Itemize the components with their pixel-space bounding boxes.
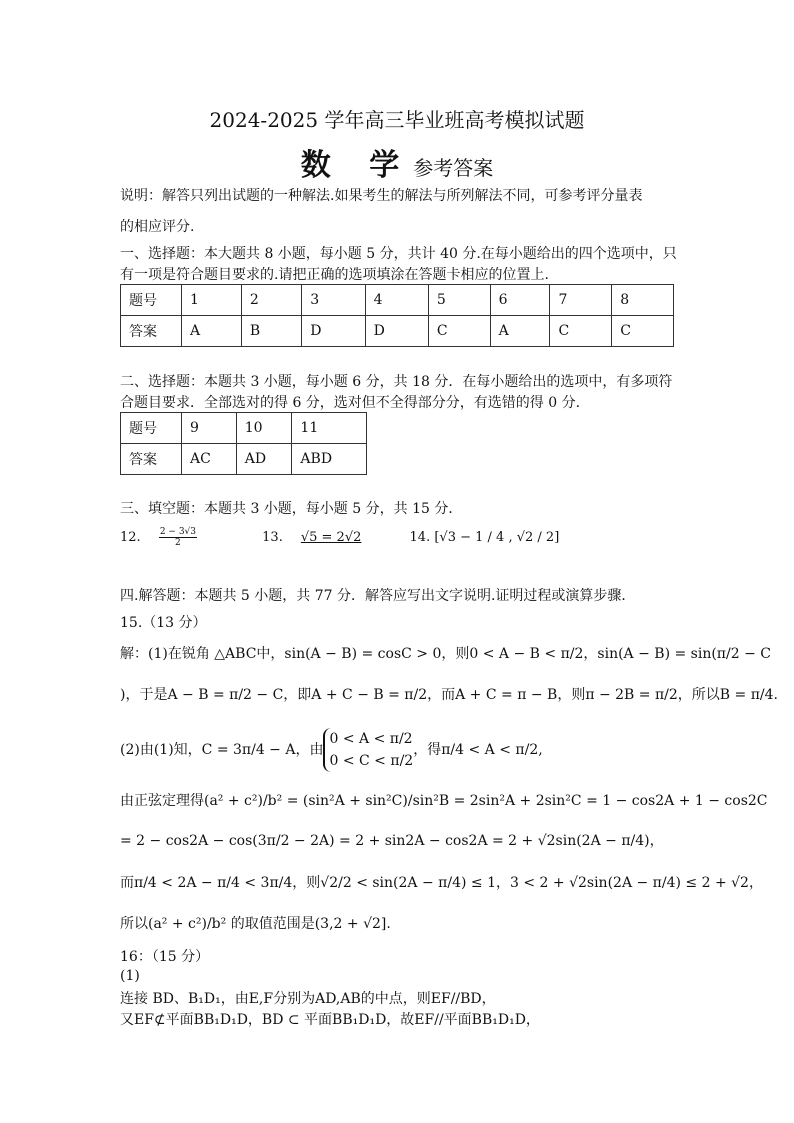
q13-answer: √5 = 2√2	[300, 530, 362, 545]
table-row	[121, 285, 674, 316]
section3-line-1: 三、填空题：本题共 3 小题，每小题 5 分，共 15 分．	[120, 501, 463, 517]
q15-line-1: 解：(1)在锐角 △ABC中，sin(A − B) = cosC > 0，则0 < A − B < π/2，sin(A − B) = sin(π/2 − C	[120, 646, 771, 662]
table-cell: 7	[550, 285, 612, 316]
table-cell: AC	[182, 444, 237, 475]
page-subtitle	[0, 140, 794, 184]
q15-line-3-start: (2)由(1)知，C = 3π/4 − A，由	[120, 742, 324, 758]
note-line-1: 说明：解答只列出试题的一种解法.如果考生的解法与所列解法不同，可参考评分量表	[120, 188, 643, 204]
table-row	[121, 316, 674, 347]
table-cell: 8	[612, 285, 674, 316]
section2-line-1: 二、选择题：本题共 3 小题，每小题 6 分，共 18 分．在每小题给出的选项中，有多项符	[120, 374, 673, 390]
table-cell: 1	[182, 285, 242, 316]
q15-line-5: = 2 − cos2A − cos(3π/2 − 2A) = 2 + sin2A − cos2A = 2 + √2sin(2A − π/4)，	[120, 833, 664, 849]
q16-heading: 16：（15 分）	[120, 949, 210, 965]
table-cell: 2	[241, 285, 301, 316]
table-header-cell: 答案	[121, 316, 182, 347]
table-cell: C	[428, 316, 490, 347]
table-row	[121, 413, 367, 444]
table-cell: 6	[490, 285, 550, 316]
table-cell: ABD	[292, 444, 367, 475]
table-header-cell: 题号	[121, 413, 182, 444]
q16-line-3: 又EF⊄平面BB₁D₁D，BD ⊂ 平面BB₁D₁D，故EF//平面BB₁D₁D，	[120, 1012, 540, 1028]
table-cell: B	[241, 316, 301, 347]
q16-line-2: 连接 BD、B₁D₁，由E,F分别为AD,AB的中点，则EF//BD，	[120, 991, 496, 1007]
q15-heading: 15.（13 分）	[120, 615, 207, 631]
table-cell: D	[365, 316, 428, 347]
section1-line-1: 一、选择题：本大题共 8 小题，每小题 5 分，共计 40 分.在每小题给出的四个选项中，只	[120, 246, 677, 262]
q15-line-4: 由正弦定理得(a² + c²)/b² = (sin²A + sin²C)/sin²B = 2sin²A + 2sin²C = 1 − cos2A + 1 − cos2C	[120, 793, 768, 809]
table-cell: 3	[302, 285, 365, 316]
q15-line-7: 所以(a² + c²)/b² 的取值范围是(3,2 + √2].	[120, 916, 391, 932]
section1-answer-table	[120, 284, 674, 347]
q13-label: 13.	[262, 530, 283, 545]
q16-line-1: (1)	[120, 968, 140, 984]
table-header-cell: 题号	[121, 285, 182, 316]
q12-answer	[159, 527, 197, 548]
table-cell: C	[612, 316, 674, 347]
table-row	[121, 444, 367, 475]
q14-label: 14.	[409, 530, 431, 545]
q15-line-2: )，于是A − B = π/2 − C，即A + C − B = π/2，而A + C = π − B，则π − 2B = π/2，所以B = π/4.	[120, 687, 778, 703]
table-cell: 5	[428, 285, 490, 316]
table-cell: 11	[292, 413, 367, 444]
q14-answer: [√3 − 1 / 4 , √2 / 2]	[434, 530, 560, 545]
table-cell: 4	[365, 285, 428, 316]
q15-line-6: 而π/4 < 2A − π/4 < 3π/4，则√2/2 < sin(2A − π/4) ≤ 1，3 < 2 + √2sin(2A − π/4) ≤ 2 + √2，	[120, 875, 763, 891]
inequality-2: 0 < C < π/2	[329, 753, 414, 769]
note-line-2: 的相应评分.	[120, 219, 195, 235]
table-cell: AD	[236, 444, 292, 475]
q12-label: 12.	[120, 530, 141, 545]
page-title: 2024-2025 学年高三毕业班高考模拟试题	[209, 108, 585, 132]
table-cell: C	[550, 316, 612, 347]
q15-line-3	[120, 728, 543, 772]
fill-in-answers	[120, 527, 559, 548]
inequality-system	[323, 728, 413, 772]
section2-answer-table	[120, 412, 367, 475]
table-cell: A	[490, 316, 550, 347]
table-cell: 10	[236, 413, 292, 444]
table-cell: A	[182, 316, 242, 347]
q12-numerator: 2 − 3√3	[159, 527, 197, 537]
section4-line-1: 四.解答题：本题共 5 小题，共 77 分．解答应写出文字说明.证明过程或演算步骤．	[120, 588, 636, 604]
answer-key-label: 参考答案	[413, 156, 494, 180]
section1-line-2: 有一项是符合题目要求的.请把正确的选项填涂在答题卡相应的位置上.	[120, 267, 549, 283]
q15-line-3-end: ，得π/4 < A < π/2,	[413, 742, 543, 758]
subject-title: 数 学	[300, 148, 414, 183]
table-cell: D	[302, 316, 365, 347]
q12-denominator: 2	[175, 538, 181, 548]
inequality-1: 0 < A < π/2	[329, 731, 413, 747]
section2-line-2: 合题目要求．全部选对的得 6 分，选对但不全得部分分，有选错的得 0 分.	[120, 395, 581, 411]
table-cell: 9	[182, 413, 237, 444]
table-header-cell: 答案	[121, 444, 182, 475]
